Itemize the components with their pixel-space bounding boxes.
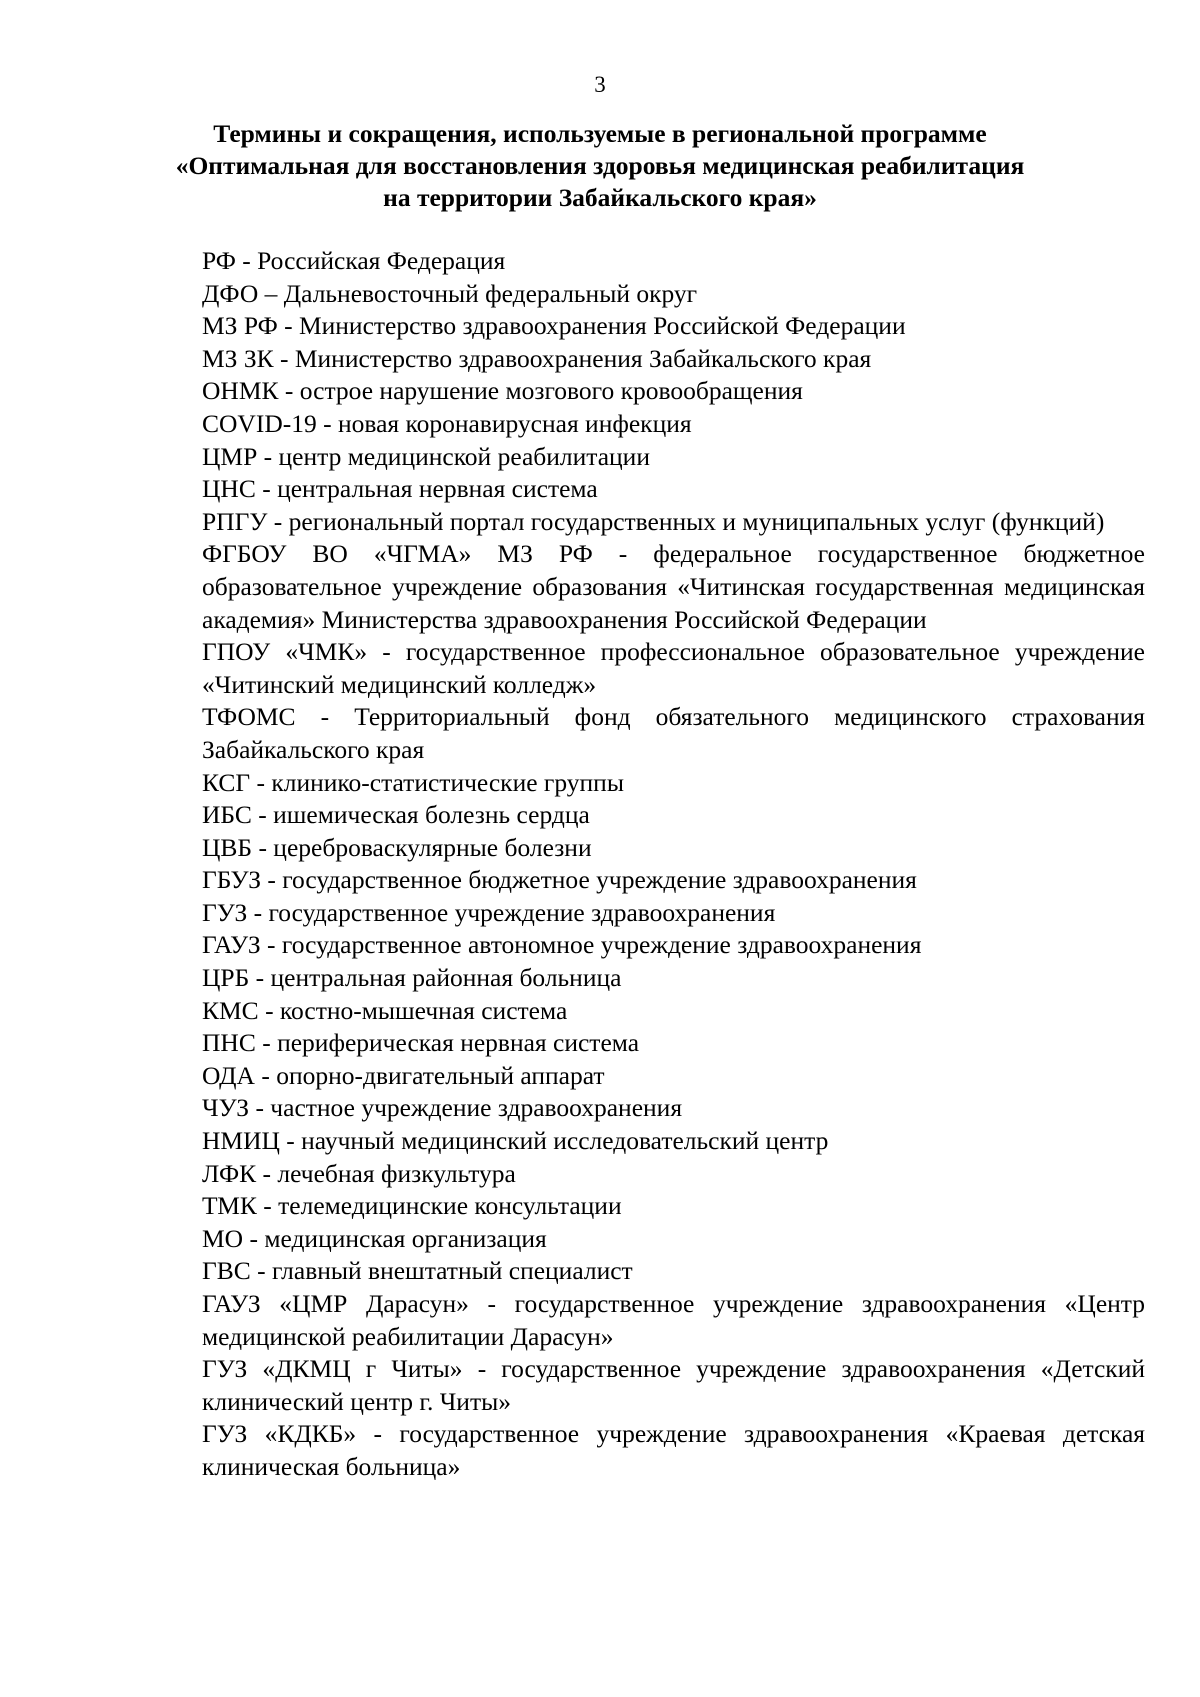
- term-item: РФ - Российская Федерация: [202, 246, 506, 275]
- term-item: ЦРБ - центральная районная больница: [202, 963, 622, 993]
- term-item: ОНМК - острое нарушение мозгового кровообращения: [202, 376, 803, 406]
- term-item: ПНС - периферическая нервная система: [202, 1028, 640, 1058]
- terms-list: [202, 245, 1145, 1484]
- term-item: НМИЦ - научный медицинский исследовательский центр: [202, 1126, 829, 1156]
- term-item: ГУЗ «КДКБ» - государственное учреждение здравоохранения «Краевая детская клиническая больница»: [202, 1419, 1145, 1481]
- term-item: ЧУЗ - частное учреждение здравоохранения: [202, 1093, 683, 1123]
- term-item: ГВС - главный внештатный специалист: [202, 1256, 633, 1286]
- term-item: ОДА - опорно-двигательный аппарат: [202, 1060, 605, 1090]
- term-item: ИБС - ишемическая болезнь сердца: [202, 800, 590, 830]
- term-item: ЛФК - лечебная физкультура: [202, 1158, 516, 1188]
- document-heading: [160, 118, 1040, 214]
- term-item: ГАУЗ - государственное автономное учреждение здравоохранения: [202, 930, 922, 960]
- term-item: ГБУЗ - государственное бюджетное учреждение здравоохранения: [202, 865, 917, 895]
- term-item: ГПОУ «ЧМК» - государственное профессиональное образовательное учреждение «Читинский медицинский колледж»: [202, 637, 1145, 699]
- term-item: КМС - костно-мышечная система: [202, 995, 568, 1025]
- heading-line-3: на территории Забайкальского края»: [383, 183, 817, 212]
- term-item: МЗ РФ - Министерство здравоохранения Российской Федерации: [202, 311, 906, 341]
- term-item: ТМК - телемедицинские консультации: [202, 1191, 622, 1221]
- term-item: ЦМР - центр медицинской реабилитации: [202, 441, 650, 471]
- term-item: ДФО – Дальневосточный федеральный округ: [202, 278, 698, 308]
- heading-line-2: «Оптимальная для восстановления здоровья медицинская реабилитация: [175, 151, 1025, 180]
- term-item: ГУЗ - государственное учреждение здравоохранения: [202, 897, 776, 927]
- term-item: ЦНС - центральная нервная система: [202, 474, 598, 504]
- page-number: 3: [594, 72, 606, 97]
- heading-line-1: Термины и сокращения, используемые в региональной программе: [213, 119, 987, 148]
- term-item: COVID-19 - новая коронавирусная инфекция: [202, 408, 692, 438]
- term-item: ТФОМС - Территориальный фонд обязательного медицинского страхования Забайкальского края: [202, 702, 1145, 764]
- term-item: ЦВБ - цереброваскулярные болезни: [202, 832, 592, 862]
- term-item: РПГУ - региональный портал государственных и муниципальных услуг (функций): [202, 506, 1105, 536]
- term-item: МО - медицинская организация: [202, 1223, 547, 1253]
- term-item: ГУЗ «ДКМЦ г Читы» - государственное учреждение здравоохранения «Детский клинический центр г. Читы»: [202, 1354, 1145, 1416]
- term-item: ГАУЗ «ЦМР Дарасун» - государственное учреждение здравоохранения «Центр медицинской реабилитации Дарасун»: [202, 1289, 1145, 1351]
- term-item: КСГ - клинико-статистические группы: [202, 767, 624, 797]
- term-item: МЗ ЗК - Министерство здравоохранения Забайкальского края: [202, 343, 872, 373]
- term-item: ФГБОУ ВО «ЧГМА» МЗ РФ - федеральное государственное бюджетное образовательное учреждение образования «Читинская государственная медицинская академия» Министерства здравоохранения Российской Федерации: [202, 539, 1145, 634]
